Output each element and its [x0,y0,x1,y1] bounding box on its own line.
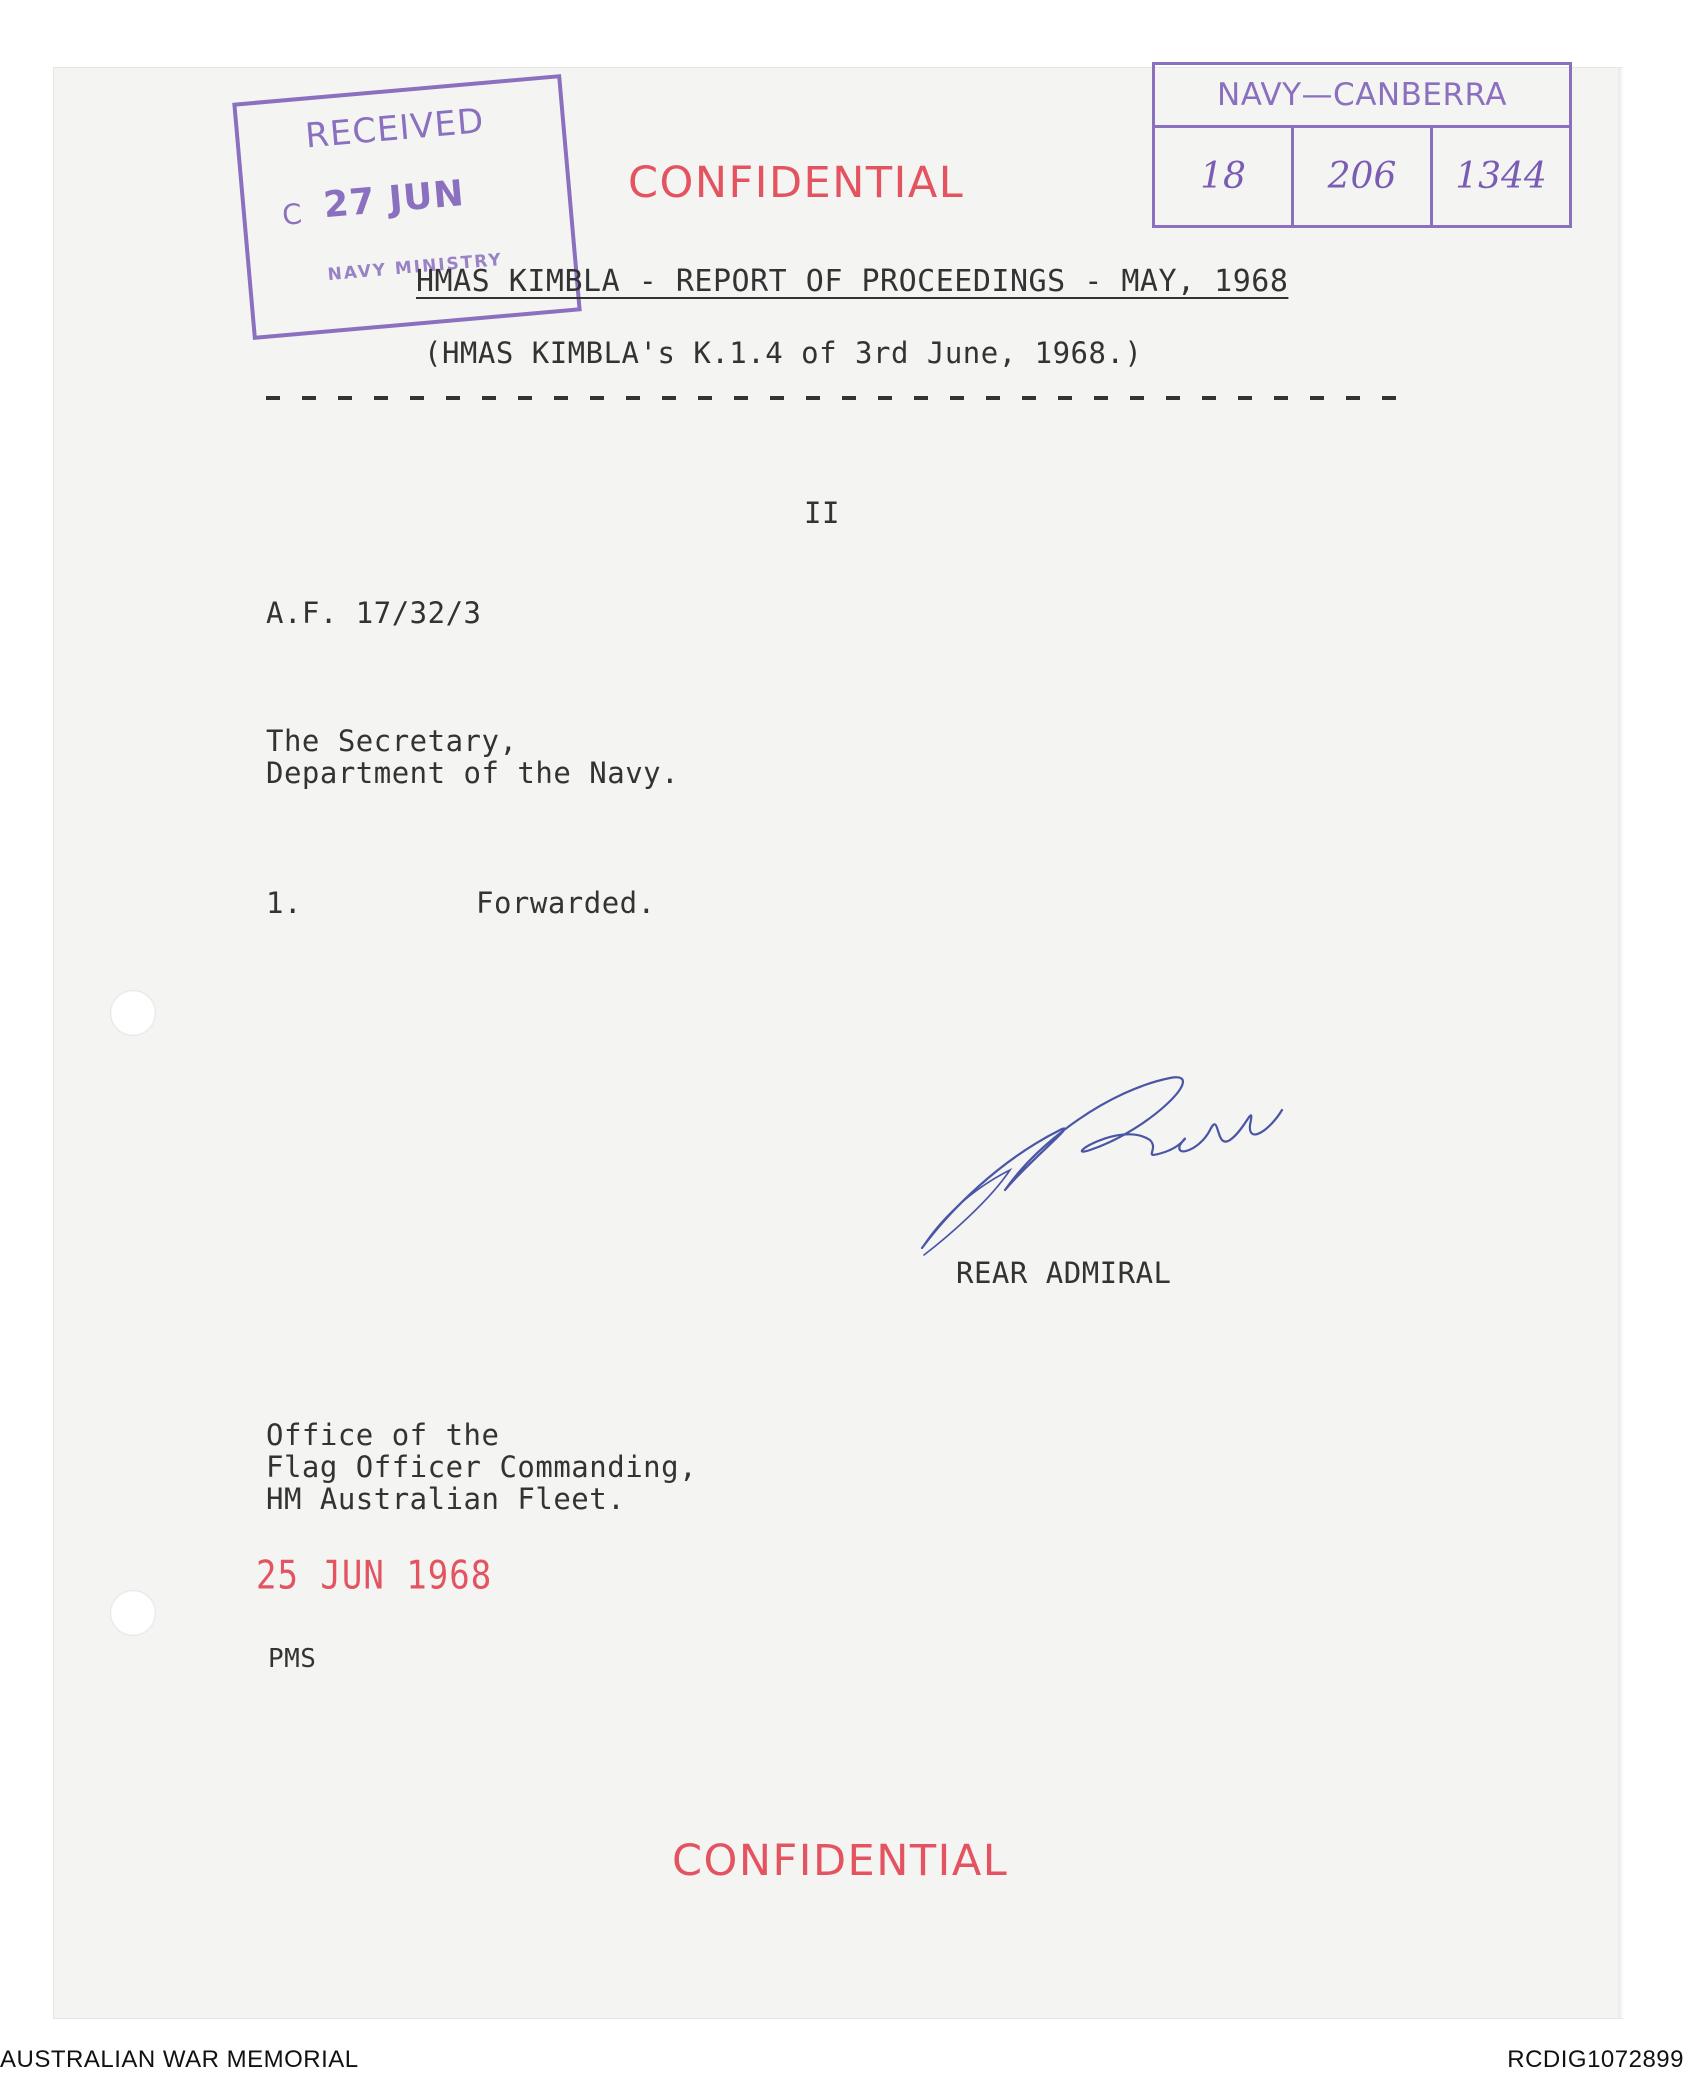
navy-stamp-cell: 1344 [1455,156,1547,197]
section-number: II [804,496,840,530]
page-edge [1618,68,1624,2018]
classification-bottom: CONFIDENTIAL [672,1836,1009,1886]
punch-hole-top [110,990,156,1036]
date-stamp: 25 JUN 1968 [256,1553,493,1599]
document-subtitle: (HMAS KIMBLA's K.1.4 of 3rd June, 1968.) [424,336,1143,370]
office-line: Flag Officer Commanding, [266,1450,698,1484]
received-stamp [232,74,581,340]
addressee-line: Department of the Navy. [266,756,680,790]
navy-stamp-cells [1155,128,1569,225]
paragraph-text: Forwarded. [476,886,656,920]
office-line: Office of the [266,1418,500,1452]
dashed-separator [266,396,1400,400]
navy-stamp-cell: 206 [1294,128,1433,225]
navy-stamp-cell: 18 [1155,128,1294,225]
received-stamp-title: RECEIVED [303,101,486,157]
office-line: HM Australian Fleet. [266,1482,626,1516]
signature [910,1070,1330,1270]
signatory-rank: REAR ADMIRAL [956,1256,1172,1290]
navy-stamp-header: NAVY—CANBERRA [1155,65,1569,128]
paragraph-number: 1. [266,886,302,920]
classification-top: CONFIDENTIAL [628,158,965,208]
document-title: HMAS KIMBLA - REPORT OF PROCEEDINGS - MAY, 1968 [416,264,1289,299]
footer-right: RCDIG1072899 [1507,2046,1684,2073]
typist-initials: PMS [268,1644,317,1674]
received-stamp-footer: NAVY MINISTRY [326,249,504,286]
footer-left: AUSTRALIAN WAR MEMORIAL [0,2046,359,2073]
received-stamp-letter: C [280,197,304,232]
navy-registry-stamp [1152,62,1572,228]
received-stamp-date: 27 JUN [321,173,467,227]
punch-hole-bottom [110,1590,156,1636]
file-reference: A.F. 17/32/3 [266,596,482,630]
addressee-line: The Secretary, [266,724,518,758]
